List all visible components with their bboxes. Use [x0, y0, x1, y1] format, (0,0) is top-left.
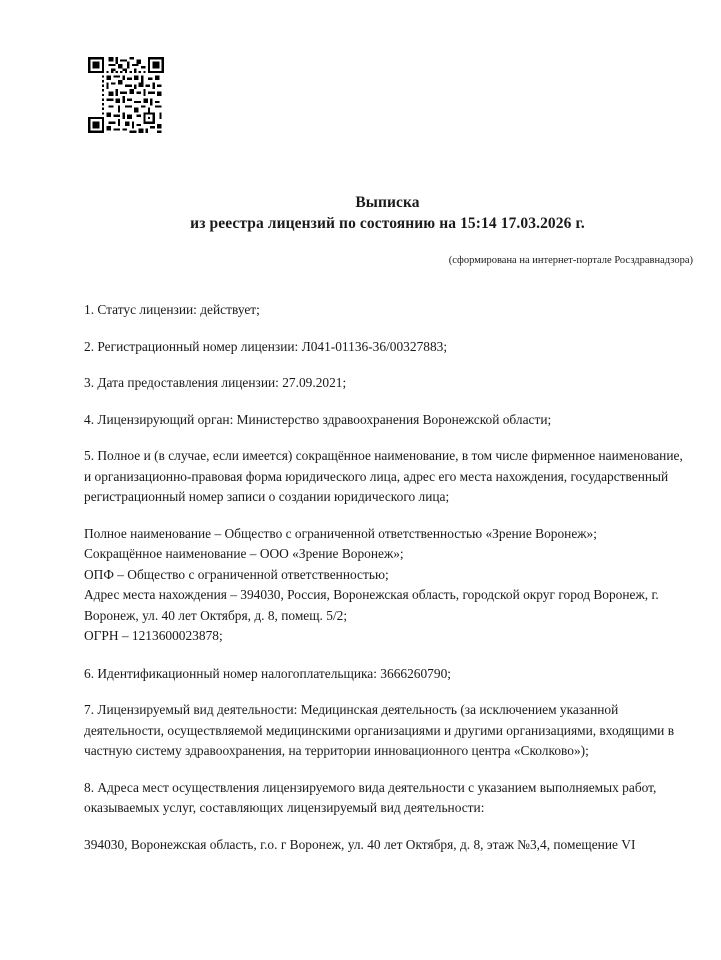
item-line: 2. Регистрационный номер лицензии: Л041-01136-36/00327883;	[84, 338, 448, 354]
entity-address: Адрес места нахождения – 394030, Россия, Воронежская область, городской округ город Воронеж, г. Воронеж, ул. 40 лет Октября, д. 8, помещ. 5/2;	[84, 587, 659, 623]
item-grant-date	[84, 373, 693, 394]
entity-ogrn: ОГРН – 1213600023878;	[84, 628, 223, 643]
item-inn	[84, 664, 693, 685]
item-entity-name-heading	[84, 446, 693, 508]
item-paragraph: 8. Адреса мест осуществления лицензируемого вида деятельности с указанием выполняемых работ, оказываемых услуг, составляющих лицензируемый вид деятельности:	[84, 779, 657, 815]
item-licensed-activity	[84, 700, 693, 762]
entity-full-name: Полное наименование – Общество с ограниченной ответственностью «Зрение Воронеж»;	[84, 525, 597, 541]
item-line: 3. Дата предоставления лицензии: 27.09.2021;	[84, 375, 347, 390]
item-registration-number	[84, 337, 693, 358]
item-entity-details	[84, 524, 693, 647]
item-status	[84, 300, 693, 321]
qr-code-icon	[88, 57, 164, 133]
title-line-1: Выписка	[355, 194, 420, 211]
item-address-1	[84, 835, 693, 856]
item-paragraph: 5. Полное и (в случае, если имеется) сокращённое наименование, в том числе фирменное наименование, и организационно-правовая форма юридического лица, адрес его места нахождения, государственный регистрационный номер записи о создании юридического лица;	[84, 448, 683, 504]
item-line: 4. Лицензирующий орган: Министерство здравоохранения Воронежской области;	[84, 411, 552, 427]
item-licensing-authority	[84, 410, 693, 431]
document-body	[84, 300, 693, 871]
document-title	[84, 192, 691, 234]
item-paragraph: 394030, Воронежская область, г.о. г Воронеж, ул. 40 лет Октября, д. 8, этаж №3,4, помещение VI	[84, 836, 636, 852]
item-line: 1. Статус лицензии: действует;	[84, 302, 260, 317]
entity-short-name: Сокращённое наименование – ООО «Зрение Воронеж»;	[84, 546, 404, 561]
item-paragraph: 7. Лицензируемый вид деятельности: Медицинская деятельность (за исключением указанной деятельности, осуществляемой медицинскими организациями и другими организациями, входящими в частную систему здравоохранения, на территории инновационного центра «Сколково»);	[84, 702, 675, 758]
item-addresses-heading	[84, 778, 693, 819]
entity-legal-form: ОПФ – Общество с ограниченной ответственностью;	[84, 566, 389, 582]
document-subtitle: (сформирована на интернет-портале Росздравнадзора)	[448, 255, 693, 266]
item-line: 6. Идентификационный номер налогоплательщика: 3666260790;	[84, 665, 451, 681]
title-line-2: из реестра лицензий по состоянию на 15:14 17.03.2026 г.	[190, 215, 585, 232]
